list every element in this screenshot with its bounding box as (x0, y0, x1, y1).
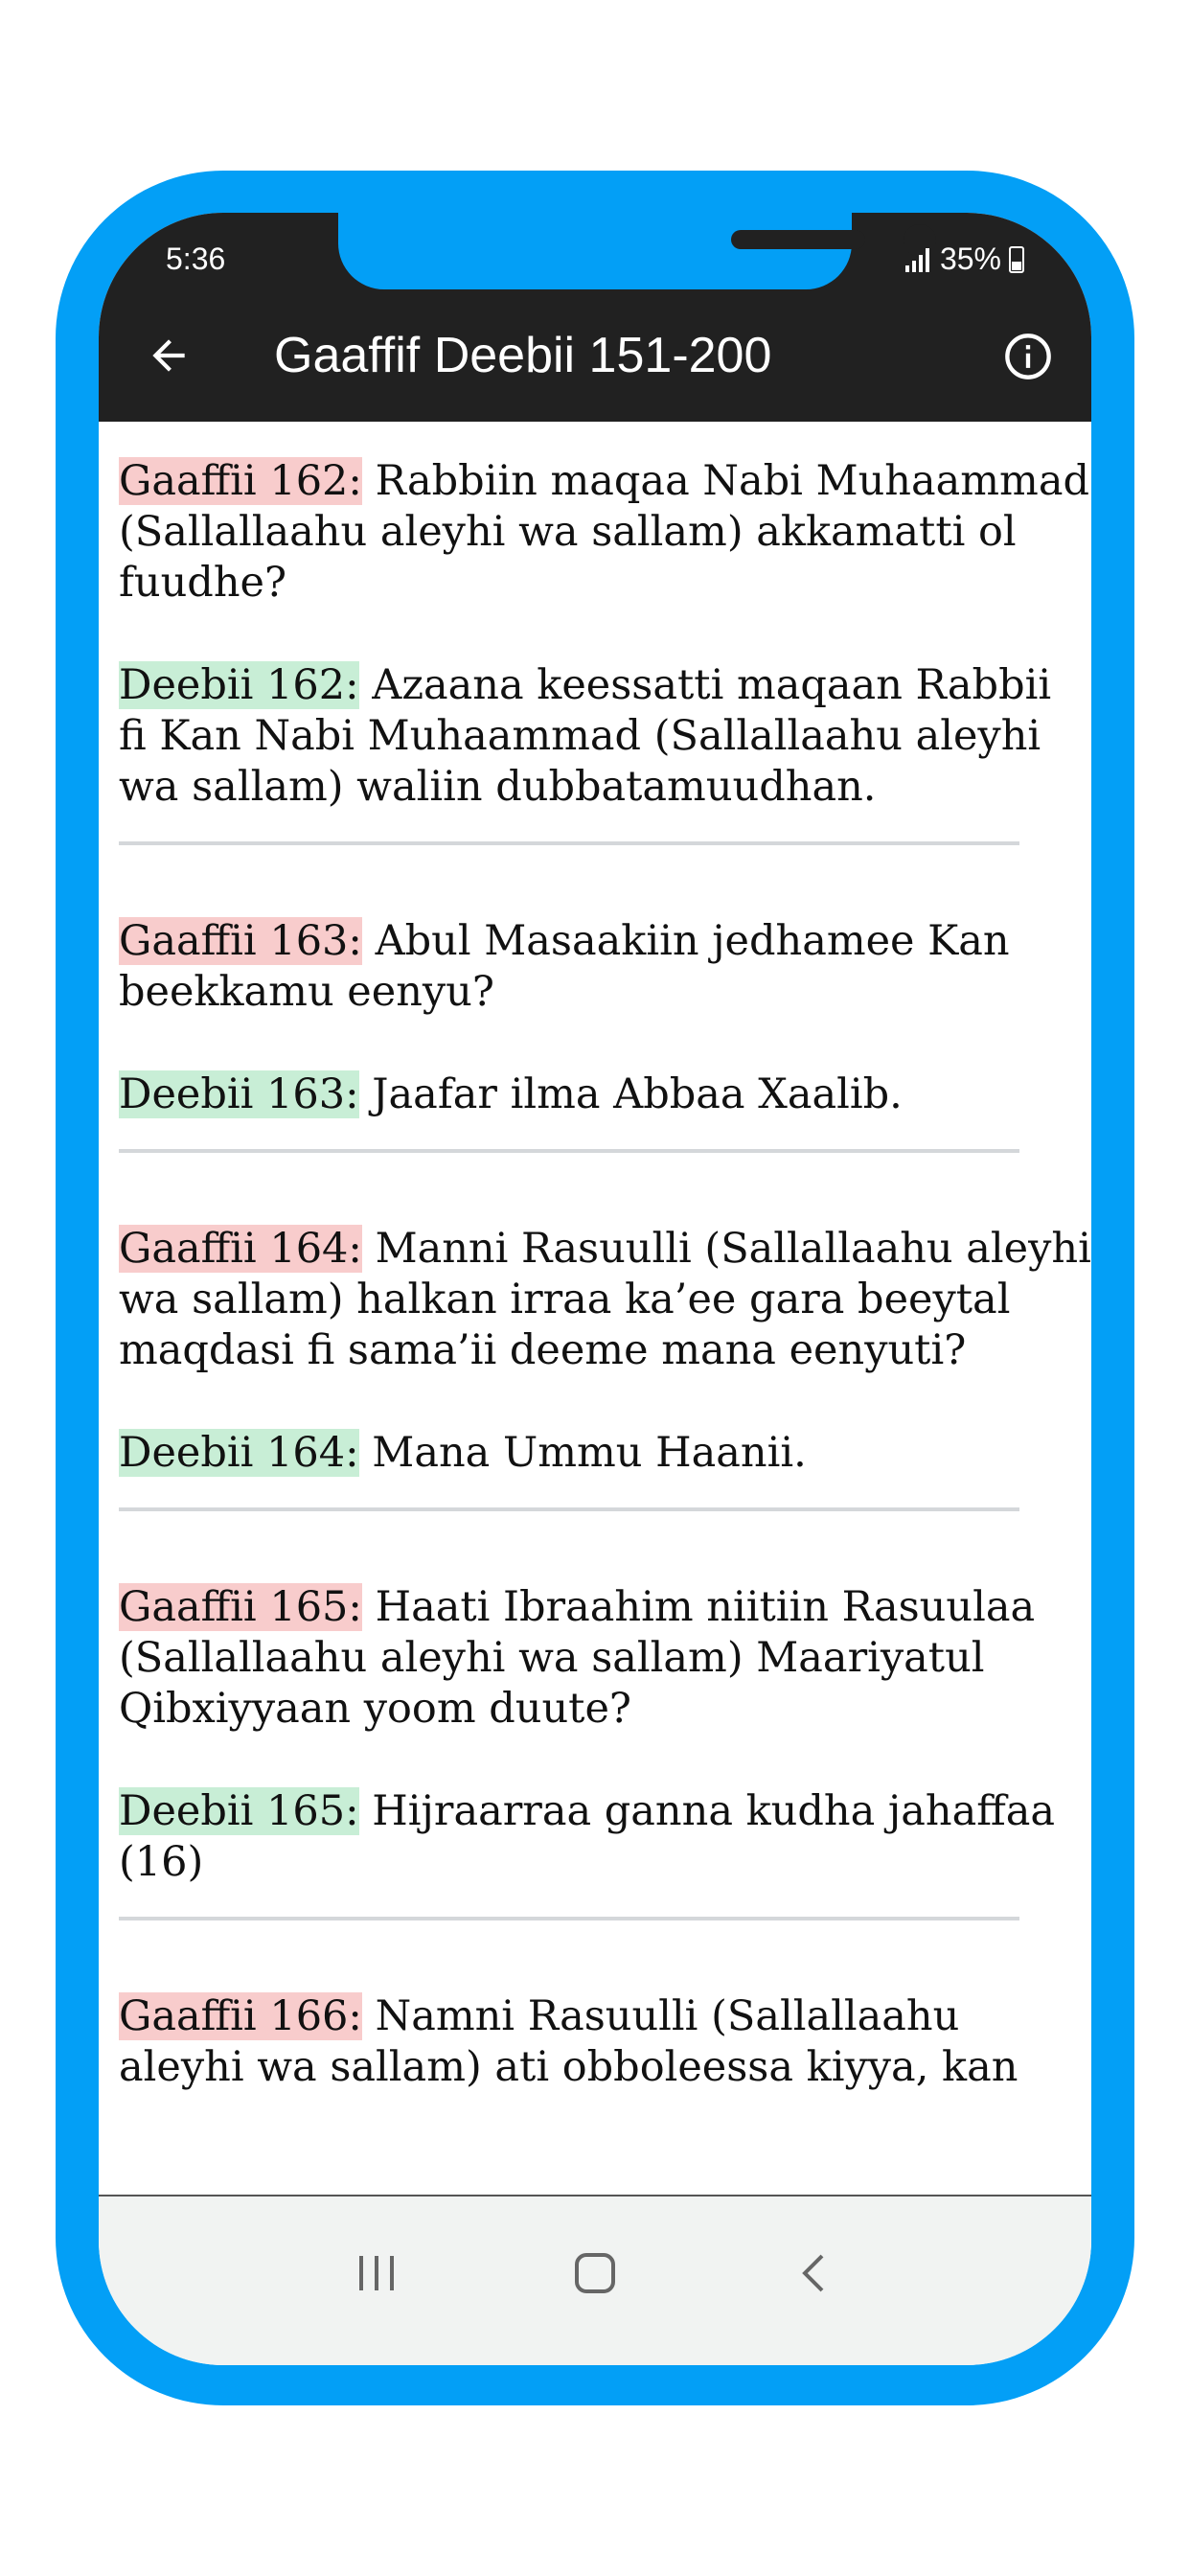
status-bar (99, 213, 1091, 289)
system-nav-bar (99, 2195, 1091, 2365)
app-bar (99, 289, 1091, 422)
question-text: Abul Masaakiin jedhamee Kan beekkamu eenyu? (119, 917, 1010, 1016)
answer-label: Deebii 164: (119, 1429, 359, 1477)
question-text: Manni Rasuulli (Sallallaahu aleyhi wa sallam) halkan irraa ka’ee gara beeytal maqdasi fi sama’ii deeme mana eenyuti? (119, 1225, 1091, 1374)
home-icon (573, 2251, 617, 2295)
recents-button[interactable] (338, 2235, 415, 2312)
question (119, 1224, 1091, 1376)
phone-screen (99, 213, 1091, 2365)
list-item (119, 422, 1091, 845)
status-indicators (905, 242, 1024, 277)
question (119, 916, 1091, 1018)
home-button[interactable] (557, 2235, 633, 2312)
chevron-left-icon (799, 2252, 828, 2294)
battery-percent: 35% (939, 242, 1001, 276)
question (119, 1991, 1091, 2093)
list-item (119, 1920, 1091, 2093)
arrow-left-icon[interactable] (145, 332, 193, 380)
list-item (119, 845, 1091, 1153)
nav-back-button[interactable] (775, 2235, 852, 2312)
answer-text: Mana Ummu Haanii. (358, 1429, 807, 1477)
answer-text: Azaana keessatti maqaan Rabbii fi Kan Nabi Muhaammad (Sallallaahu aleyhi wa sallam) waliin dubbatamuudhan. (119, 661, 1052, 811)
question (119, 1582, 1091, 1735)
info-circle-icon[interactable] (1003, 332, 1053, 381)
battery-icon (1009, 246, 1024, 273)
question-label: Gaaffii 166: (119, 1992, 362, 2040)
qa-list[interactable] (119, 422, 1091, 2195)
answer-label: Deebii 165: (119, 1787, 359, 1835)
question-text: Rabbiin maqaa Nabi Muhaammad (Sallallaahu aleyhi wa sallam) akkamatti ol fuudhe? (119, 457, 1089, 607)
question-text: Haati Ibraahim niitiin Rasuulaa (Sallallaahu aleyhi wa sallam) Maariyatul Qibxiyyaan yoom duute? (119, 1583, 1036, 1733)
question-label: Gaaffii 163: (119, 917, 362, 965)
recents-icon (355, 2254, 398, 2292)
answer (119, 1786, 1091, 1888)
question-label: Gaaffii 164: (119, 1225, 362, 1273)
answer (119, 1070, 1091, 1120)
answer-text: Jaafar ilma Abbaa Xaalib. (358, 1070, 903, 1118)
answer-label: Deebii 162: (119, 661, 359, 709)
question-label: Gaaffii 165: (119, 1583, 362, 1631)
status-time: 5:36 (166, 242, 226, 276)
list-item (119, 1511, 1091, 1920)
question-text: Namni Rasuulli (Sallallaahu aleyhi wa sallam) ati obboleessa kiyya, kan (119, 1992, 1018, 2091)
answer-label: Deebii 163: (119, 1070, 359, 1118)
question (119, 456, 1091, 609)
answer-text: Hijraarraa ganna kudha jahaffaa (16) (119, 1787, 1056, 1886)
question-label: Gaaffii 162: (119, 457, 362, 505)
signal-icon (905, 247, 932, 272)
answer (119, 1428, 1091, 1479)
page-title: Gaaffif Deebii 151-200 (274, 328, 772, 383)
list-item (119, 1153, 1091, 1511)
camera-notch (338, 213, 852, 289)
speaker-grille (731, 230, 865, 249)
answer (119, 660, 1091, 813)
